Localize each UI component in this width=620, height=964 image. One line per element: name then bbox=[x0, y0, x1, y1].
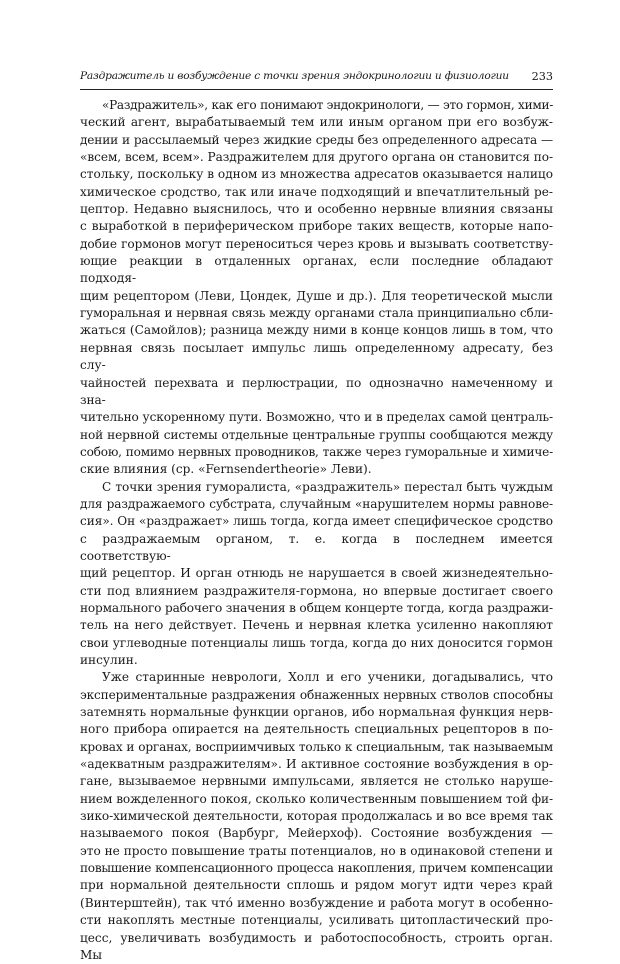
text-line: «адекватным раздражителям». И активное состояние возбуждения в ор- bbox=[80, 756, 553, 773]
text-line: ческий агент, вырабатываемый тем или иным органом при его возбуж- bbox=[80, 114, 553, 131]
text-line: дении и рассылаемый через жидкие среды без определенного адресата — bbox=[80, 132, 553, 149]
paragraph-1 bbox=[80, 97, 553, 479]
running-head: Раздражитель и возбуждение с точки зрения эндокринологии и физиологии bbox=[80, 70, 509, 82]
text-line: собою, помимо нервных проводников, также через гуморальные и химиче- bbox=[80, 444, 553, 461]
text-line: чительно ускоренному пути. Возможно, что и в пределах самой централь- bbox=[80, 409, 553, 426]
text-line: жаться (Самойлов); разница между ними в конце концов лишь в том, что bbox=[80, 322, 553, 339]
text-line: Уже старинные неврологи, Холл и его ученики, догадывались, что bbox=[80, 669, 553, 686]
text-line: кровах и органах, восприимчивых только к специальным, так называемым bbox=[80, 739, 553, 756]
text-line: добие гормонов могут переноситься через кровь и вызывать соответству- bbox=[80, 236, 553, 253]
text-line: ющие реакции в отдаленных органах, если последние обладают подходя- bbox=[80, 253, 553, 288]
text-line: ной нервной системы отдельные центральные группы сообщаются между bbox=[80, 427, 553, 444]
text-line: затемнять нормальные функции органов, ибо нормальная функция нерв- bbox=[80, 704, 553, 721]
text-line: «Раздражитель», как его понимают эндокринологи, — это гормон, хими- bbox=[80, 97, 553, 114]
text-line: нормального рабочего значения в общем концерте тогда, когда раздражи- bbox=[80, 600, 553, 617]
text-line: экспериментальные раздражения обнаженных нервных стволов способны bbox=[80, 687, 553, 704]
text-line: цесс, увеличивать возбудимость и работоспособность, строить орган. Мы bbox=[80, 930, 553, 964]
text-line: стольку, поскольку в одном из множества адресатов оказывается налицо bbox=[80, 166, 553, 183]
text-line: называемого покоя (Варбург, Мейерхоф). Состояние возбуждения — bbox=[80, 825, 553, 842]
text-line: чайностей перехвата и перлюстрации, по однозначно намеченному и зна- bbox=[80, 375, 553, 410]
body-text bbox=[80, 97, 553, 964]
page-header bbox=[80, 70, 553, 86]
text-line: «всем, всем, всем». Раздражителем для другого органа он становится по- bbox=[80, 149, 553, 166]
text-line: С точки зрения гуморалиста, «раздражитель» перестал быть чуждым bbox=[80, 479, 553, 496]
text-line: щий рецептор. И орган отнюдь не нарушается в своей жизнедеятельно- bbox=[80, 565, 553, 582]
text-line: гуморальная и нервная связь между органами стала принципиально сбли- bbox=[80, 305, 553, 322]
text-line: цептор. Недавно выяснилось, что и особенно нервные влияния связаны bbox=[80, 201, 553, 218]
text-line: зико-химической деятельности, которая продолжалась и во все время так bbox=[80, 808, 553, 825]
text-line: нервная связь посылает импульс лишь определенному адресату, без слу- bbox=[80, 340, 553, 375]
text-line: (Винтерштейн), так что́ именно возбуждение и работа могут в особенно- bbox=[80, 895, 553, 912]
text-line: для раздражаемого субстрата, случайным «нарушителем нормы равнове- bbox=[80, 496, 553, 513]
text-line: при нормальной деятельности сплошь и рядом могут идти через край bbox=[80, 877, 553, 894]
text-line: свои углеводные потенциалы лишь тогда, когда до них доносится гормон bbox=[80, 635, 553, 652]
text-line: инсулин. bbox=[80, 652, 553, 669]
paragraph-3 bbox=[80, 669, 553, 964]
header-rule bbox=[80, 89, 553, 90]
text-line: сти под влиянием раздражителя-гормона, но впервые достигает своего bbox=[80, 583, 553, 600]
text-line: ские влияния (ср. «Fernsendertheorie» Леви). bbox=[80, 461, 553, 478]
text-line: это не просто повышение траты потенциалов, но в одинаковой степени и bbox=[80, 843, 553, 860]
page-number: 233 bbox=[532, 70, 553, 83]
text-line: тель на него действует. Печень и нервная клетка усиленно накопляют bbox=[80, 617, 553, 634]
text-line: сти накоплять местные потенциалы, усиливать цитопластический про- bbox=[80, 912, 553, 929]
text-line: сия». Он «раздражает» лишь тогда, когда имеет специфическое сродство bbox=[80, 513, 553, 530]
text-line: ного прибора опирается на деятельность специальных рецепторов в по- bbox=[80, 721, 553, 738]
paragraph-2 bbox=[80, 479, 553, 670]
text-line: химическое сродство, так или иначе подходящий и впечатлительный ре- bbox=[80, 184, 553, 201]
text-line: нием вожделенного покоя, сколько количественным повышением той фи- bbox=[80, 791, 553, 808]
text-line: с выработкой в периферическом приборе таких веществ, которые напо- bbox=[80, 218, 553, 235]
text-line: повышение компенсационного процесса накопления, причем компенсации bbox=[80, 860, 553, 877]
text-line: гане, вызываемое нервными импульсами, является не столько наруше- bbox=[80, 773, 553, 790]
text-line: щим рецептором (Леви, Цондек, Душе и др.). Для теоретической мысли bbox=[80, 288, 553, 305]
text-line: с раздражаемым органом, т. е. когда в последнем имеется соответствую- bbox=[80, 531, 553, 566]
